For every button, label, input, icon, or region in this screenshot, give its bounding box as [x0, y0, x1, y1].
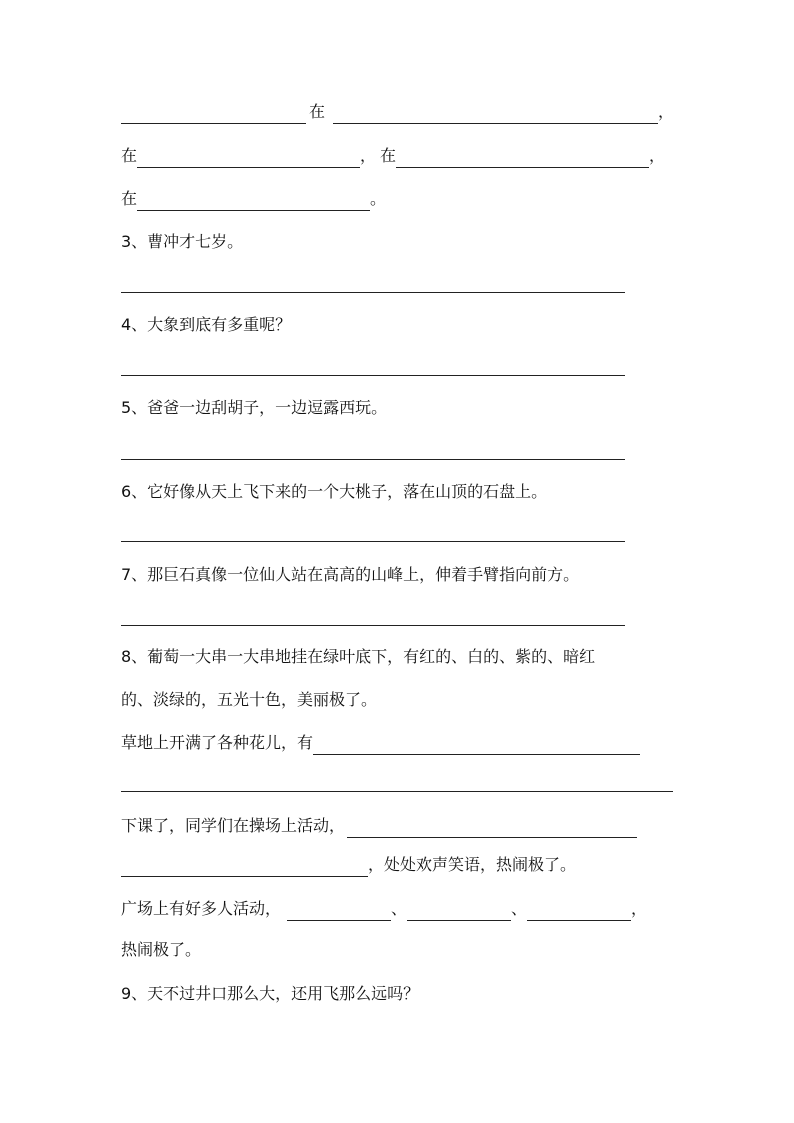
separator: 、: [391, 899, 408, 918]
answer-line[interactable]: [121, 625, 625, 626]
question-7: 7、那巨石真像一位仙人站在高高的山峰上，伸着手臂指向前方。: [121, 565, 580, 584]
answer-line[interactable]: [121, 375, 625, 376]
comma: ，: [649, 146, 666, 165]
question-3: 3、曹冲才七岁。: [121, 232, 244, 251]
question-6: 6、它好像从天上飞下来的一个大桃子，落在山顶的石盘上。: [121, 482, 548, 501]
frame-word: 在: [121, 146, 138, 165]
answer-line[interactable]: [121, 791, 673, 792]
answer-blank[interactable]: [527, 900, 631, 921]
comma: ，: [631, 899, 648, 918]
example-3: [121, 897, 647, 921]
answer-blank[interactable]: [313, 734, 640, 755]
frame-line-1: [121, 100, 674, 124]
answer-blank[interactable]: [333, 103, 658, 124]
answer-blank[interactable]: [287, 900, 391, 921]
example-2: [121, 814, 637, 838]
answer-blank[interactable]: [396, 147, 649, 168]
question-5: 5、爸爸一边刮胡子，一边逗露西玩。: [121, 398, 388, 417]
example-1-prefix: 草地上开满了各种花儿，有: [121, 733, 314, 752]
example-2-suffix: ，处处欢声笑语，热闹极了。: [368, 855, 577, 874]
question-9: 9、天不过井口那么大，还用飞那么远吗？: [121, 984, 420, 1003]
example-2-cont: [121, 853, 576, 877]
frame-line-3: [121, 187, 386, 211]
question-8-line-2: 的、淡绿的，五光十色，美丽极了。: [121, 690, 378, 709]
example-3-line-2: 热闹极了。: [121, 940, 202, 959]
question-8-line-1: 8、葡萄一大串一大串地挂在绿叶底下，有红的、白的、紫的、暗红: [121, 647, 596, 666]
comma: ，: [658, 102, 675, 121]
frame-word: 在: [121, 189, 138, 208]
example-2-prefix: 下课了，同学们在操场上活动，: [121, 816, 346, 835]
example-3-prefix: 广场上有好多人活动，: [121, 899, 282, 918]
example-1: [121, 731, 640, 755]
separator: 、: [511, 899, 528, 918]
answer-blank[interactable]: [137, 147, 360, 168]
frame-line-2: [121, 144, 665, 168]
answer-blank[interactable]: [137, 190, 370, 211]
period: 。: [370, 189, 387, 208]
question-4: 4、大象到底有多重呢？: [121, 315, 292, 334]
frame-word: 在: [380, 146, 397, 165]
answer-blank[interactable]: [121, 103, 306, 124]
answer-blank[interactable]: [121, 856, 368, 877]
answer-blank[interactable]: [407, 900, 511, 921]
answer-line[interactable]: [121, 292, 625, 293]
answer-line[interactable]: [121, 541, 625, 542]
frame-word: 在: [309, 102, 326, 121]
answer-blank[interactable]: [347, 817, 637, 838]
comma: ，: [360, 146, 377, 165]
answer-line[interactable]: [121, 459, 625, 460]
